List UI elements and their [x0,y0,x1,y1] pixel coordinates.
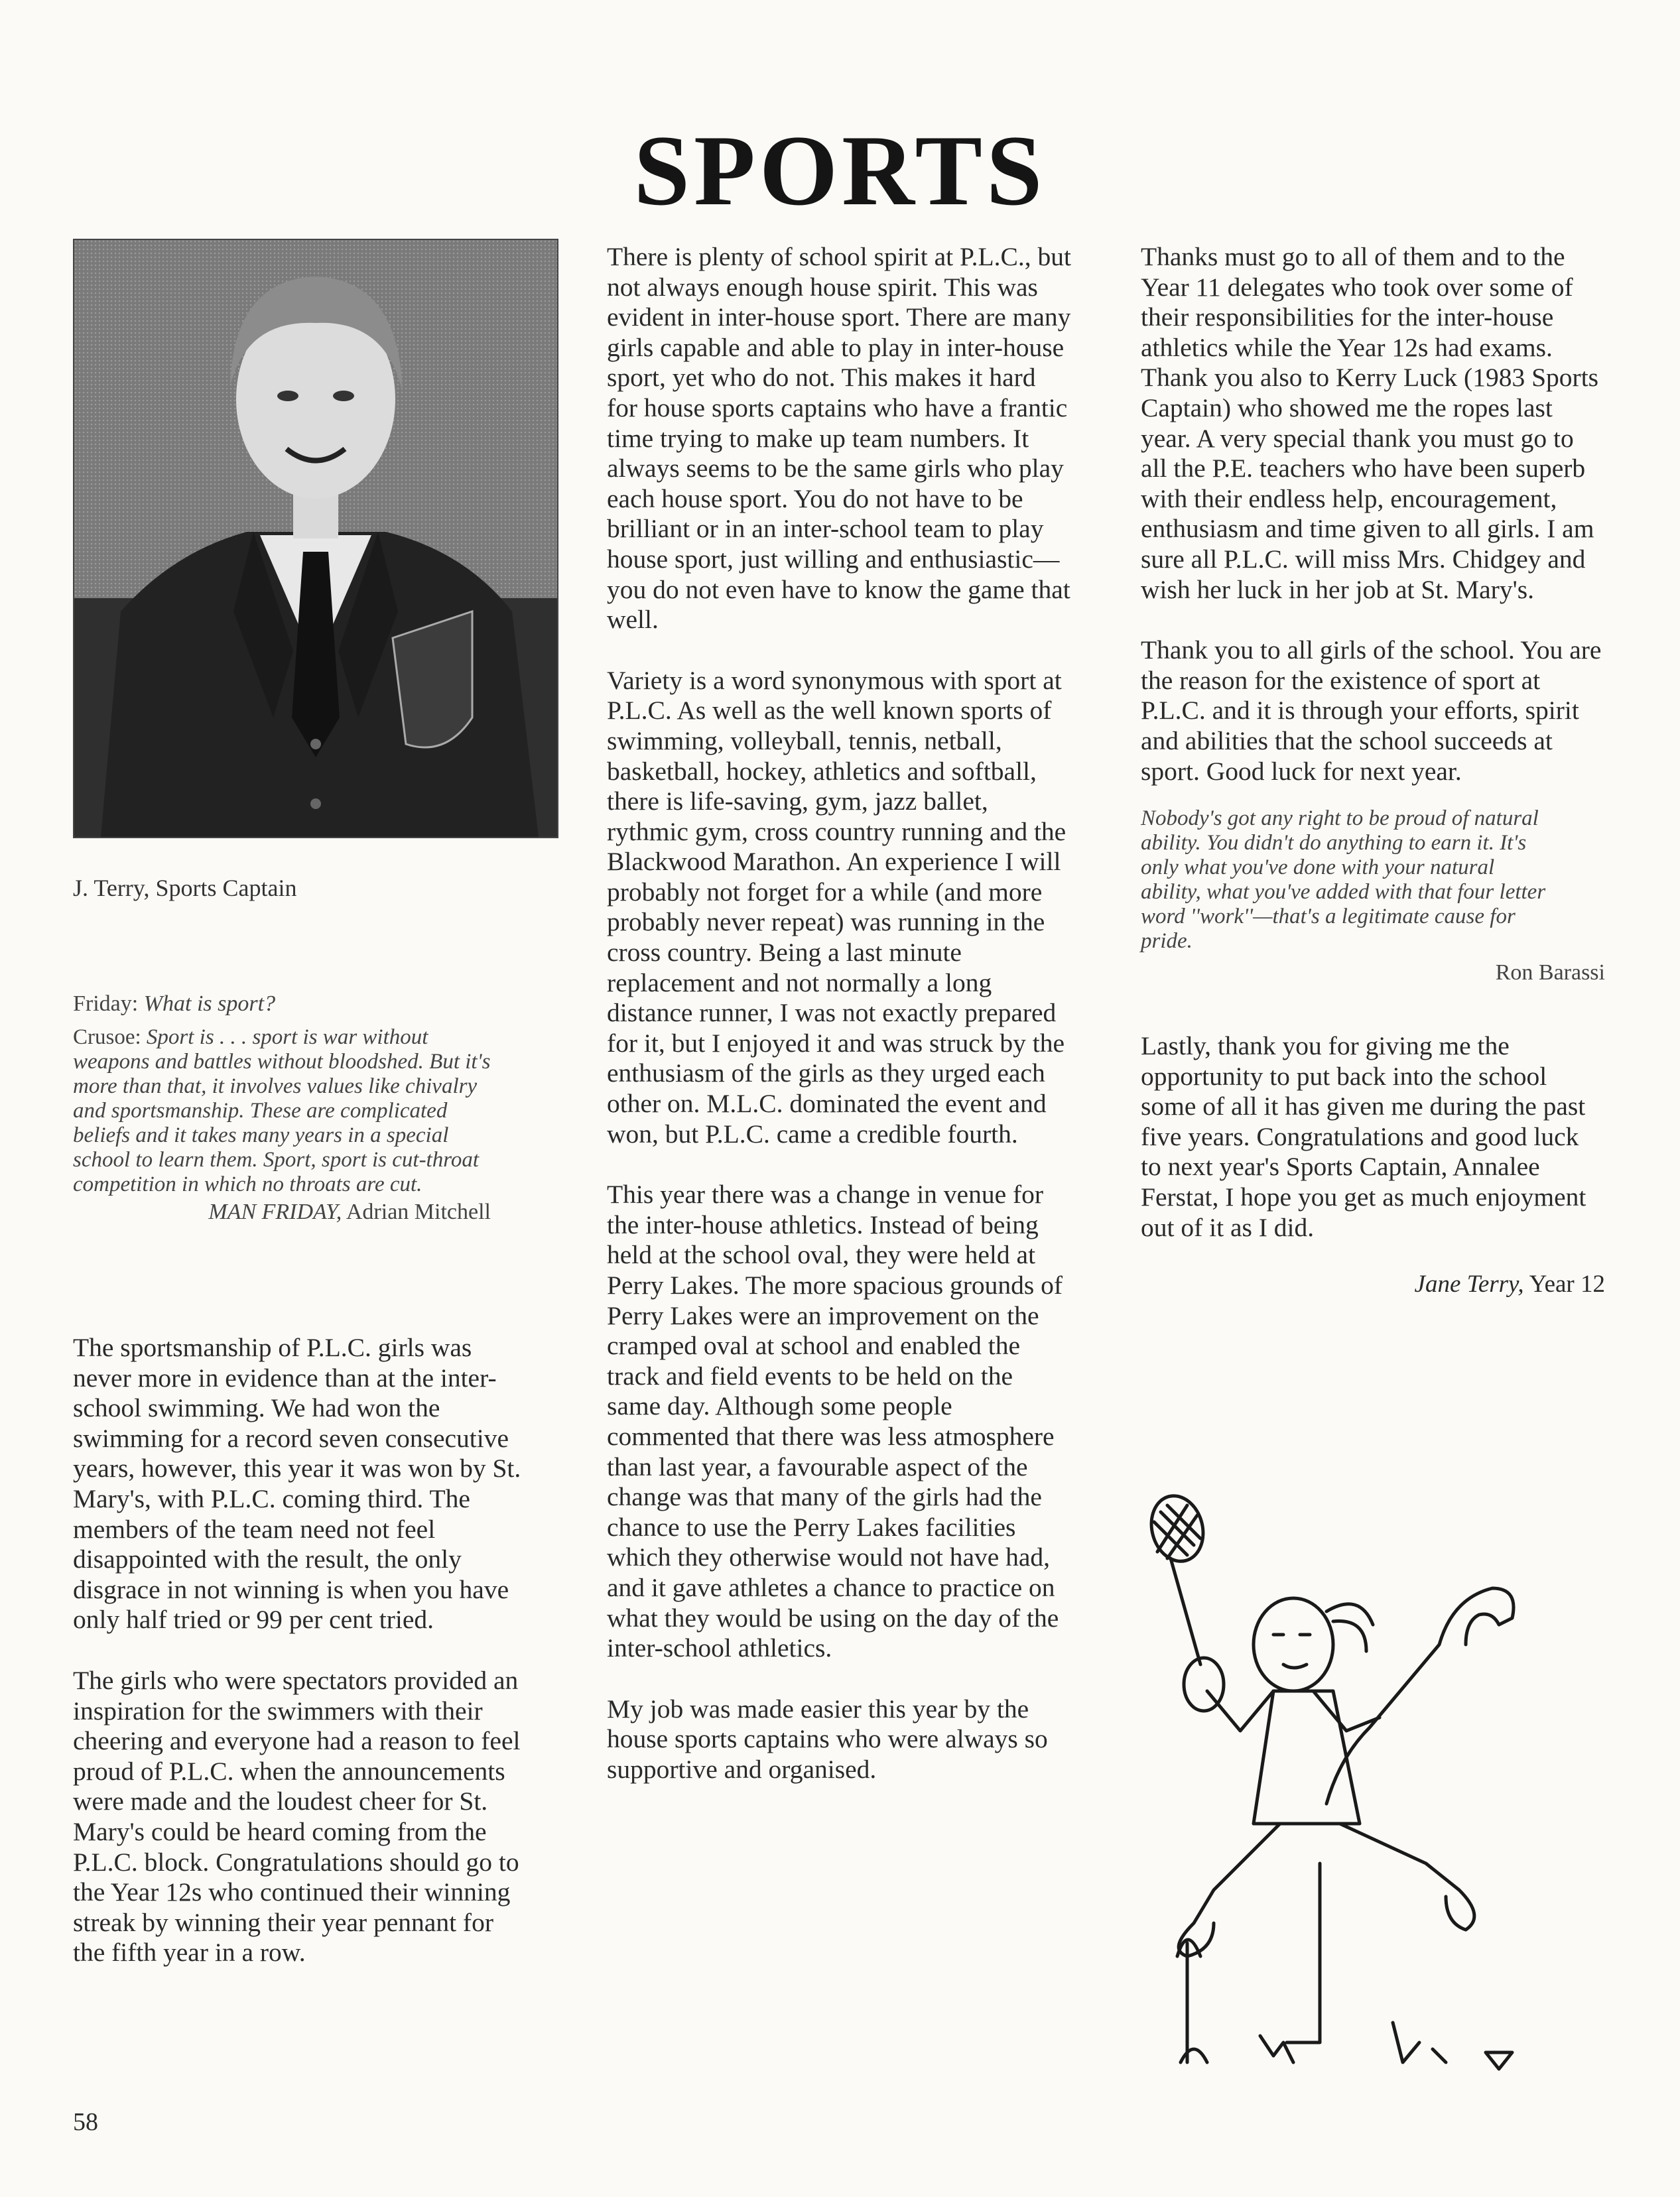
paragraph: Variety is a word synonymous with sport at P.L.C. As well as the well known sports of swimming, volleyball, tennis, netball, basketball, hockey, athletics and softball, there is life-saving, gym, jazz ballet, rythmic gym, cross country running and the Blackwood Marathon. An experience I will probably not forget for a while (and more probably never repeat) was running in the cross country. Being a last minute replacement and not normally a long distance runner, I was not exactly prepared for it, but I enjoyed it and was struck by the enthusiasm of the girls as they urged each other on. M.L.C. dominated the event and won, but P.L.C. came a credible fourth. [607,665,1066,1149]
paragraph: This year there was a change in venue for the inter-house athletics. Instead of being held at the school oval, they were held at Perry Lakes. The more spacious grounds of Perry Lakes were an improvement on the cramped oval at school and enabled the track and field events to be held on the same day. Although some people commented that there was less atmosphere than last year, a favourable aspect of the change was that many of the girls had the chance to use the Perry Lakes facilities which they otherwise would not have had, and it gave athletes a chance to practice on what they would be using on the day of the inter-school athletics. [607,1180,1063,1663]
quote-crusoe-text: Sport is . . . sport is war without weapons and battles without bloodshed. But it's more than that, it involves values like chivalry and sportsmanship. These are complicated beliefs and it takes many years in a special school to learn them. Sport, sport is cut-throat competition in which no throats are cut. [73,1025,491,1196]
signature-name: Jane Terry, [1414,1271,1524,1298]
quote-source [73,1200,491,1224]
quote-friday-text: What is sport? [143,991,276,1016]
portrait-illustration [74,240,557,837]
column-1 [73,1333,531,1968]
paragraph: The sportsmanship of P.L.C. girls was never more in evidence than at the inter-school swimming. We had won the swimming for a record seven consecutive years, however, this year it was won by St. Mary's, with P.L.C. coming third. The members of the team need not feel disappointed with the result, the only disgrace in not winning is when you have only half tried or 99 per cent tried. [73,1333,521,1635]
quote-crusoe [73,1025,491,1197]
quote-source-title: MAN FRIDAY, [208,1200,342,1224]
signature [1141,1269,1605,1300]
quote-crusoe-label: Crusoe: [73,1025,147,1049]
quote-source-author: Adrian Mitchell [342,1200,491,1224]
column-3 [1141,242,1605,1300]
opening-quote [73,991,491,1224]
column-2 [607,242,1071,1785]
stick-figure-sketch [1141,1492,1592,2089]
sports-captain-photo [73,239,558,838]
photo-caption: J. Terry, Sports Captain [73,875,297,901]
paragraph: Thank you to all girls of the school. You are the reason for the existence of sport at P.L.C. and it is through your efforts, spirit and abilities that the school succeeds at sport. Good luck for next year. [1141,635,1602,786]
quote-friday-label: Friday: [73,991,144,1016]
paragraph: Lastly, thank you for giving me the opportunity to put back into the school some of all it has given me during the past five years. Congratulations and good luck to next year's Sports Captain, Annalee Ferstat, I hope you get as much enjoyment out of it as I did. [1141,1031,1586,1242]
paragraph: There is plenty of school spirit at P.L.C., but not always enough house spirit. This was evident in inter-house sport. There are many girls capable and able to play in inter-house sport, yet who do not. This makes it hard for house sports captains who have a frantic time trying to make up team numbers. It always seems to be the same girls who play each house sport. You do not have to be brilliant or in an inter-school team to play house sport, just willing and enthusiastic—you do not even have to know the game that well. [607,242,1071,635]
barassi-author: Ron Barassi [1495,960,1605,985]
paragraph: My job was made easier this year by the house sports captains who were always so supportive and organised. [607,1694,1048,1784]
page-title: SPORTS [633,115,1047,226]
quote-friday [73,991,491,1016]
barassi-quote-text: Nobody's got any right to be proud of natural ability. You didn't do anything to earn it. It's only what you've done with your natural ability, what you've added with that four letter word ''work''—that's a legitimate cause for pride. [1141,806,1546,954]
paragraph: Thanks must go to all of them and to the Year 11 delegates who took over some of their responsibilities for the inter-house athletics while the Year 12s had exams. Thank you also to Kerry Luck (1983 Sports Captain) who showed me the ropes last year. A very special thank you must go to all the P.E. teachers who have been superb with their endless help, encouragement, enthusiasm and time given to all girls. I am sure all P.L.C. will miss Mrs. Chidgey and wish her luck in her job at St. Mary's. [1141,242,1599,604]
page-number: 58 [73,2108,98,2136]
paragraph: The girls who were spectators provided an inspiration for the swimmers with their cheering and everyone had a reason to feel proud of P.L.C. when the announcements were made and the loudest cheer for St. Mary's could be heard coming from the P.L.C. block. Congratulations should go to the Year 12s who continued their winning streak by winning their year pennant for the fifth year in a row. [73,1665,521,1968]
barassi-quote [1141,806,1552,954]
signature-year: Year 12 [1523,1271,1605,1298]
